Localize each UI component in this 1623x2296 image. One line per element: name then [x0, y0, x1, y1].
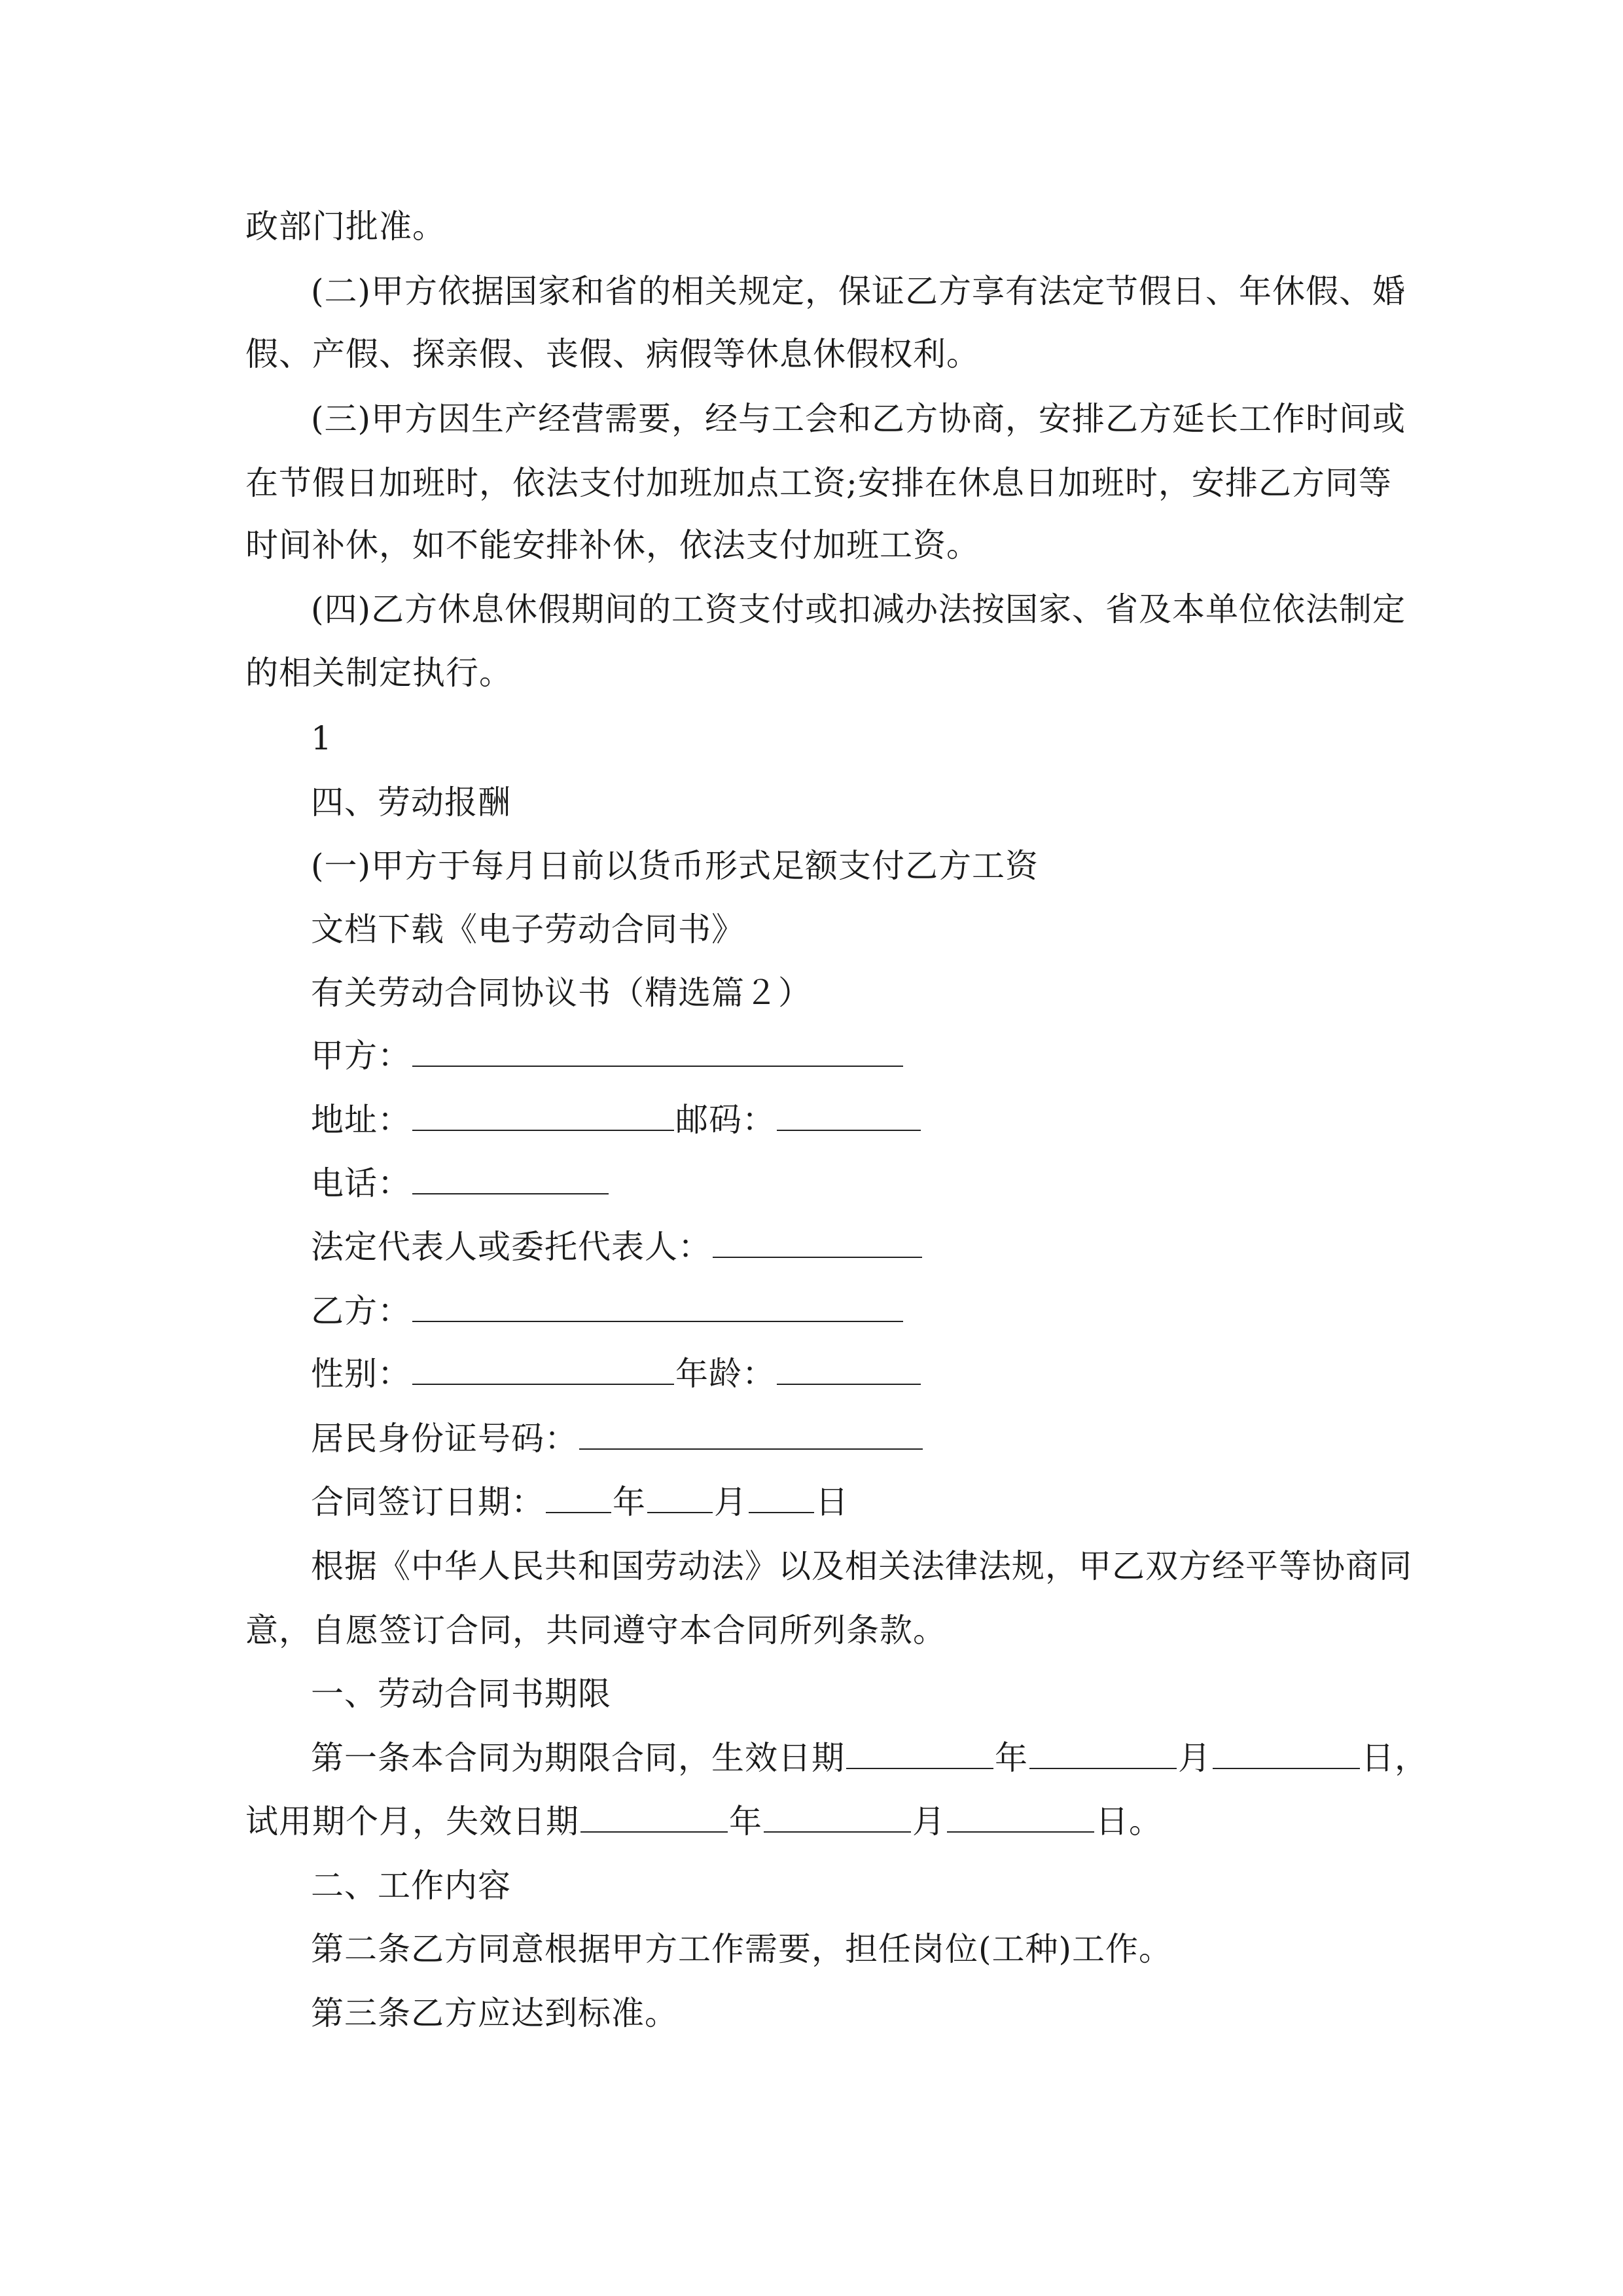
text-line: 时间补休，如不能安排补休，依法支付加班工资。: [245, 526, 980, 564]
address-label: 地址：: [311, 1101, 411, 1139]
sign-day-label: 日: [815, 1483, 849, 1521]
id-number-row: [311, 1417, 1463, 1460]
probation-text: 试用期个月，失效日期: [245, 1803, 579, 1840]
effective-year-label: 年: [995, 1739, 1028, 1777]
phone-row: [311, 1162, 1463, 1205]
age-blank: [777, 1355, 921, 1385]
expiry-day-blank: [947, 1803, 1094, 1833]
term-clause-text: 第一条本合同为期限合同，生效日期: [311, 1739, 845, 1777]
text-line: 的相关制定执行。: [245, 654, 512, 692]
text-line: 意，自愿签订合同，共同遵守本合同所列条款。: [245, 1611, 946, 1649]
text-line: 根据《中华人民共和国劳动法》以及相关法律法规，甲乙双方经平等协商同: [311, 1547, 1412, 1585]
effective-day-label: 日，: [1361, 1739, 1428, 1777]
address-blank: [412, 1101, 674, 1131]
sign-year-label: 年: [613, 1483, 646, 1521]
id-number-label: 居民身份证号码：: [311, 1420, 578, 1458]
text-line: 假、产假、探亲假、丧假、病假等休息休假权利。: [245, 335, 980, 373]
section-heading: 四、劳动报酬: [311, 783, 511, 821]
legal-rep-label: 法定代表人或委托代表人：: [311, 1228, 711, 1266]
text-line: (一)甲方于每月日前以货币形式足额支付乙方工资: [311, 847, 1039, 885]
legal-rep-blank: [713, 1228, 922, 1258]
postcode-label: 邮码：: [675, 1101, 776, 1139]
term-start-row: [311, 1736, 1463, 1780]
sign-month-label: 月: [714, 1483, 747, 1521]
expiry-year-label: 年: [729, 1803, 762, 1840]
address-row: [311, 1098, 1463, 1141]
text-line: 第二条乙方同意根据甲方工作需要，担任岗位(工种)工作。: [311, 1930, 1173, 1968]
section-heading: 二、工作内容: [311, 1867, 511, 1905]
legal-rep-row: [311, 1225, 1463, 1268]
text-line: 政部门批准。: [245, 207, 446, 245]
age-label: 年龄：: [675, 1355, 776, 1393]
effective-month-blank: [1029, 1739, 1177, 1769]
gender-blank: [412, 1355, 674, 1385]
party-b-label: 乙方：: [311, 1292, 411, 1330]
party-b-blank: [412, 1292, 903, 1322]
text-line: 在节假日加班时，依法支付加班加点工资;安排在休息日加班时，安排乙方同等: [245, 464, 1392, 502]
party-a-row: [311, 1034, 1463, 1077]
sign-date-row: [311, 1480, 1463, 1524]
sign-date-label: 合同签订日期：: [311, 1483, 544, 1521]
effective-year-blank: [846, 1739, 993, 1769]
expiry-month-label: 月: [912, 1803, 946, 1840]
term-end-row: [245, 1800, 1397, 1843]
party-a-blank: [412, 1037, 903, 1067]
sign-year-blank: [546, 1483, 611, 1513]
party-b-row: [311, 1289, 1463, 1333]
gender-label: 性别：: [311, 1355, 411, 1393]
effective-month-label: 月: [1178, 1739, 1211, 1777]
sign-day-blank: [749, 1483, 814, 1513]
sign-month-blank: [647, 1483, 713, 1513]
text-line: (二)甲方依据国家和省的相关规定，保证乙方享有法定节假日、年休假、婚: [311, 272, 1406, 310]
text-line: 第三条乙方应达到标准。: [311, 1994, 678, 2032]
section-heading: 一、劳动合同书期限: [311, 1675, 611, 1713]
effective-day-blank: [1213, 1739, 1360, 1769]
expiry-day-label: 日。: [1096, 1803, 1162, 1840]
document-title: 有关劳动合同协议书（精选篇２）: [311, 974, 812, 1012]
expiry-month-blank: [764, 1803, 911, 1833]
id-number-blank: [579, 1420, 923, 1450]
expiry-year-blank: [580, 1803, 728, 1833]
postcode-blank: [777, 1101, 921, 1131]
gender-row: [311, 1352, 1463, 1395]
download-link-text: 文档下载《电子劳动合同书》: [311, 910, 745, 948]
phone-label: 电话：: [311, 1164, 411, 1202]
party-a-label: 甲方：: [311, 1037, 411, 1075]
text-line: (三)甲方因生产经营需要，经与工会和乙方协商，安排乙方延长工作时间或: [311, 400, 1406, 438]
text-line: (四)乙方休息休假期间的工资支付或扣减办法按国家、省及本单位依法制定: [311, 590, 1406, 628]
page-number: 1: [311, 719, 332, 757]
phone-blank: [412, 1164, 609, 1194]
